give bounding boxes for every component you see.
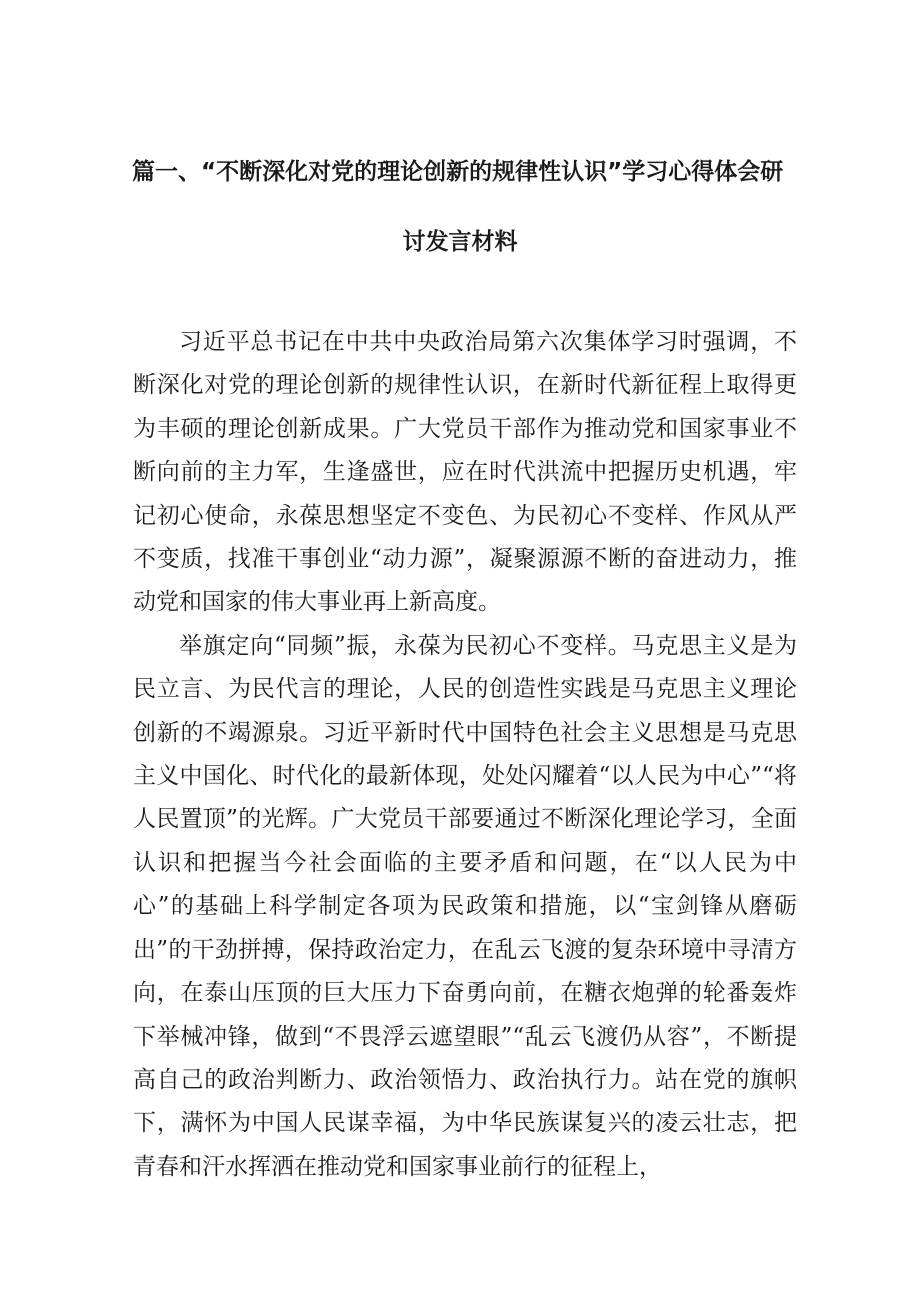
document-body (133, 321, 797, 1189)
document-title-line-2: 讨发言材料 (402, 229, 518, 255)
document-title-line-1: 篇一、“不断深化对党的理论创新的规律性认识”学习心得体会研 (132, 159, 784, 185)
body-paragraph-2: 举旗定向“同频”振，永葆为民初心不变样。马克思主义是为民立言、为民代言的理论，人民的创造性实践是马克思主义理论创新的不竭源泉。习近平新时代中国特色社会主义思想是马克思主义中国化、时代化的最新体现，处处闪耀着“以人民为中心”“将人民置顶”的光辉。广大党员干部要通过不断深化理论学习，全面认识和把握当今社会面临的主要矛盾和问题，在“以人民为中心”的基础上科学制定各项为民政策和措施，以“宝剑锋从磨砺出”的干劲拼搏，保持政治定力，在乱云飞渡的复杂环境中寻清方向，在泰山压顶的巨大压力下奋勇向前，在糖衣炮弹的轮番轰炸下举械冲锋，做到“不畏浮云遮望眼”“乱云飞渡仍从容”，不断提高自己的政治判断力、政治领悟力、政治执行力。站在党的旗帜下，满怀为中国人民谋幸福，为中华民族谋复兴的凌云壮志，把青春和汗水挥洒在推动党和国家事业前行的征程上， (133, 632, 797, 1180)
body-paragraph-1: 习近平总书记在中共中央政治局第六次集体学习时强调，不断深化对党的理论创新的规律性认识，在新时代新征程上取得更为丰硕的理论创新成果。广大党员干部作为推动党和国家事业不断向前的主力军，生逢盛世，应在时代洪流中把握历史机遇，牢记初心使命，永葆思想坚定不变色、为民初心不变样、作风从严不变质，找准干事创业“动力源”，凝聚源源不断的奋进动力，推动党和国家的伟大事业再上新高度。 (133, 329, 797, 616)
